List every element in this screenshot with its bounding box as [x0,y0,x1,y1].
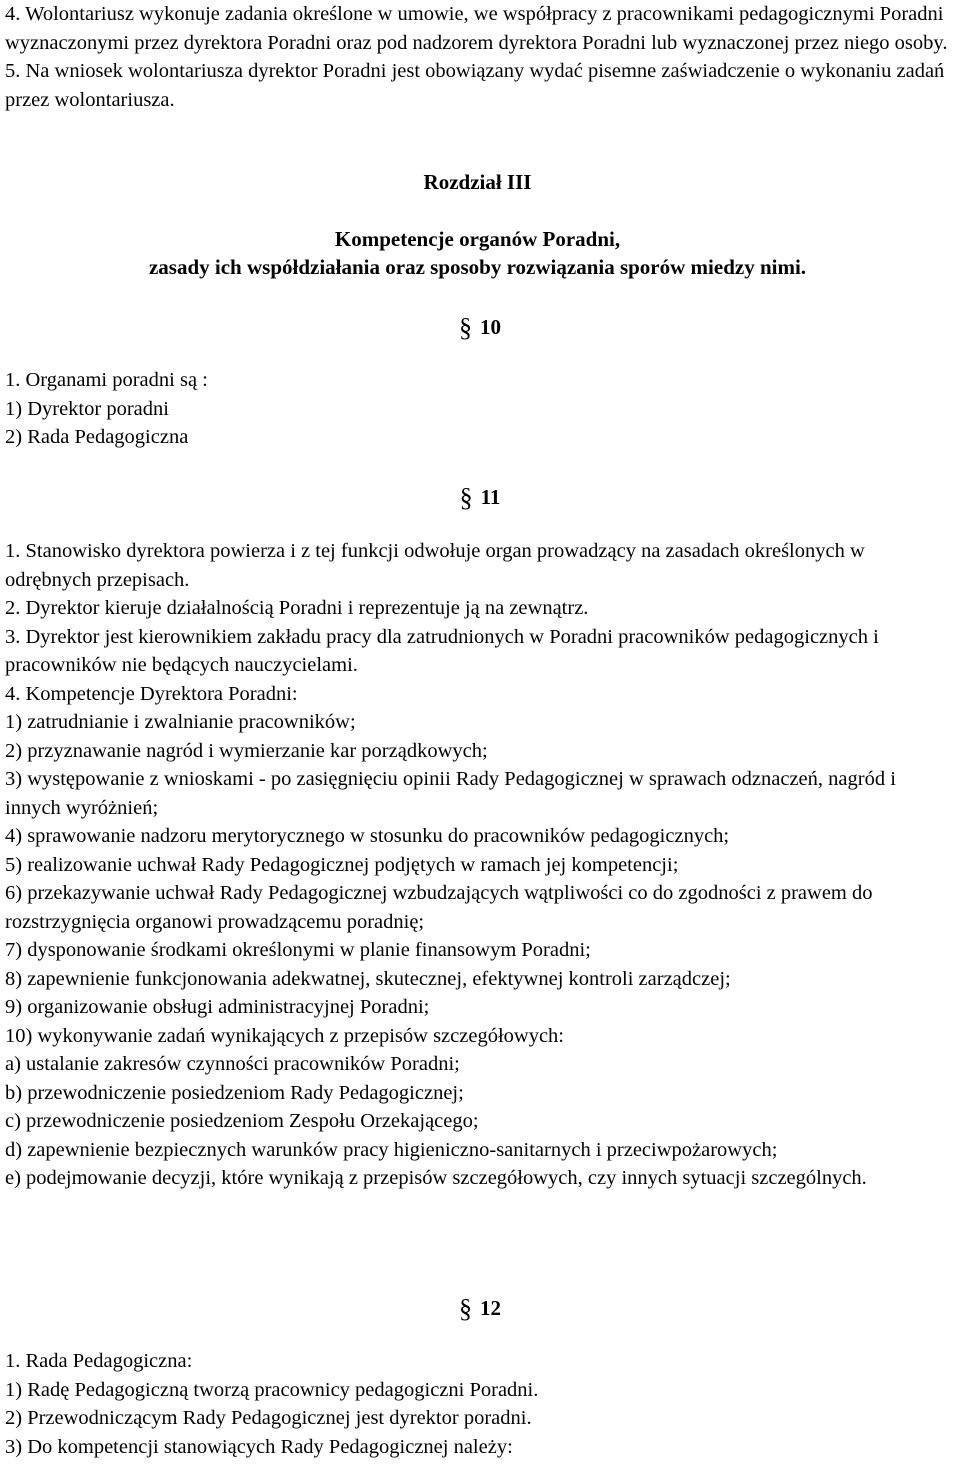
chapter-heading [5,168,950,282]
intro-paragraph-4: 4. Wolontariusz wykonuje zadania określone w umowie, we współpracy z pracownikami pedagogicznymi Poradni wyznaczonymi przez dyrektora Poradni oraz pod nadzorem dyrektora Poradni lub wyznaczonej przez niego osoby. [5,3,948,54]
section-12-line: 3) Do kompetencji stanowiących Rady Pedagogicznej należy: [5,1435,513,1458]
chapter-subtitle-line2: zasady ich współdziałania oraz sposoby rozwiązania sporów miedzy nimi. [148,255,807,279]
section-10-line: 1) Dyrektor poradni [5,397,169,420]
chapter-subtitle-line1: Kompetencje organów Poradni, [334,226,621,251]
section-11-line: 6) przekazywanie uchwał Rady Pedagogicznej wzbudzających wątpliwości co do zgodności z prawem do rozstrzygnięcia organowi prowadzącemu poradnię; [5,882,873,933]
section-11-line: 3) występowanie z wnioskami - po zasięgnięciu opinii Rady Pedagogicznej w sprawach odznaczeń, nagród i innych wyróżnień; [5,768,896,819]
section-12-line: 2) Przewodniczącym Rady Pedagogicznej jest dyrektor poradni. [5,1407,532,1429]
section-11-line: 5) realizowanie uchwał Rady Pedagogicznej podjętych w ramach jej kompetencji; [5,853,679,876]
paragraph-sign: § [459,313,472,342]
section-11-line: d) zapewnienie bezpiecznych warunków pracy higieniczno-sanitarnych i przeciwpożarowych; [5,1138,778,1161]
section-11-line: e) podejmowanie decyzji, które wynikają z przepisów szczegółowych, czy innych sytuacji szczególnych. [5,1167,867,1189]
section-11-line: 8) zapewnienie funkcjonowania adekwatnej, skutecznej, efektywnej kontroli zarządczej; [5,967,731,990]
section-11-line: 4. Kompetencje Dyrektora Poradni: [5,682,298,705]
section-11-line: 2. Dyrektor kieruje działalnością Poradni i reprezentuje ją na zewnątrz. [5,597,589,619]
section-10-line: 1. Organami poradni są : [5,369,208,391]
section-12-line: 1) Radę Pedagogiczną tworzą pracownicy pedagogiczni Poradni. [5,1378,539,1401]
section-heading-11 [5,482,955,512]
paragraph-sign: § [459,1294,472,1323]
section-11-line: 7) dysponowanie środkami określonymi w planie finansowym Poradni; [5,939,591,961]
section-11-line: 9) organizowanie obsługi administracyjnej Poradni; [5,996,430,1018]
section-11-line: b) przewodniczenie posiedzeniom Rady Pedagogicznej; [5,1081,464,1104]
section-12-line: 1. Rada Pedagogiczna: [5,1350,193,1372]
section-heading-12 [5,1293,955,1323]
section-number: 12 [480,1296,501,1320]
section-11-body [5,537,950,1193]
section-11-line: 4) sprawowanie nadzoru merytorycznego w stosunku do pracowników pedagogicznych; [5,825,730,847]
section-11-line: c) przewodniczenie posiedzeniom Zespołu Orzekającego; [5,1110,479,1132]
intro-paragraph-5: 5. Na wniosek wolontariusza dyrektor Poradni jest obowiązany wydać pisemne zaświadczenie o wykonaniu zadań przez wolontariusza. [5,60,945,111]
section-10-body [5,366,950,452]
intro-block [5,0,950,114]
section-11-line: 2) przyznawanie nagród i wymierzanie kar porządkowych; [5,739,488,762]
chapter-title: Rozdział III [423,170,532,194]
section-11-line: a) ustalanie zakresów czynności pracowników Poradni; [5,1053,460,1075]
paragraph-sign: § [459,483,473,512]
section-11-line: 1. Stanowisko dyrektora powierza i z tej funkcji odwołuje organ prowadzący na zasadach określonych w odrębnych przepisach. [5,540,865,591]
section-10-line: 2) Rada Pedagogiczna [5,426,189,448]
section-11-line: 1) zatrudnianie i zwalnianie pracowników; [5,711,356,733]
section-11-line: 10) wykonywanie zadań wynikających z przepisów szczegółowych: [5,1024,564,1047]
section-12-body [5,1347,950,1461]
section-number: 11 [480,485,501,509]
section-number: 10 [480,315,501,339]
section-heading-10 [5,312,955,342]
section-11-line: 3. Dyrektor jest kierownikiem zakładu pracy dla zatrudnionych w Poradni pracowników pedagogicznych i pracowników nie będących nauczycielami. [5,625,879,676]
